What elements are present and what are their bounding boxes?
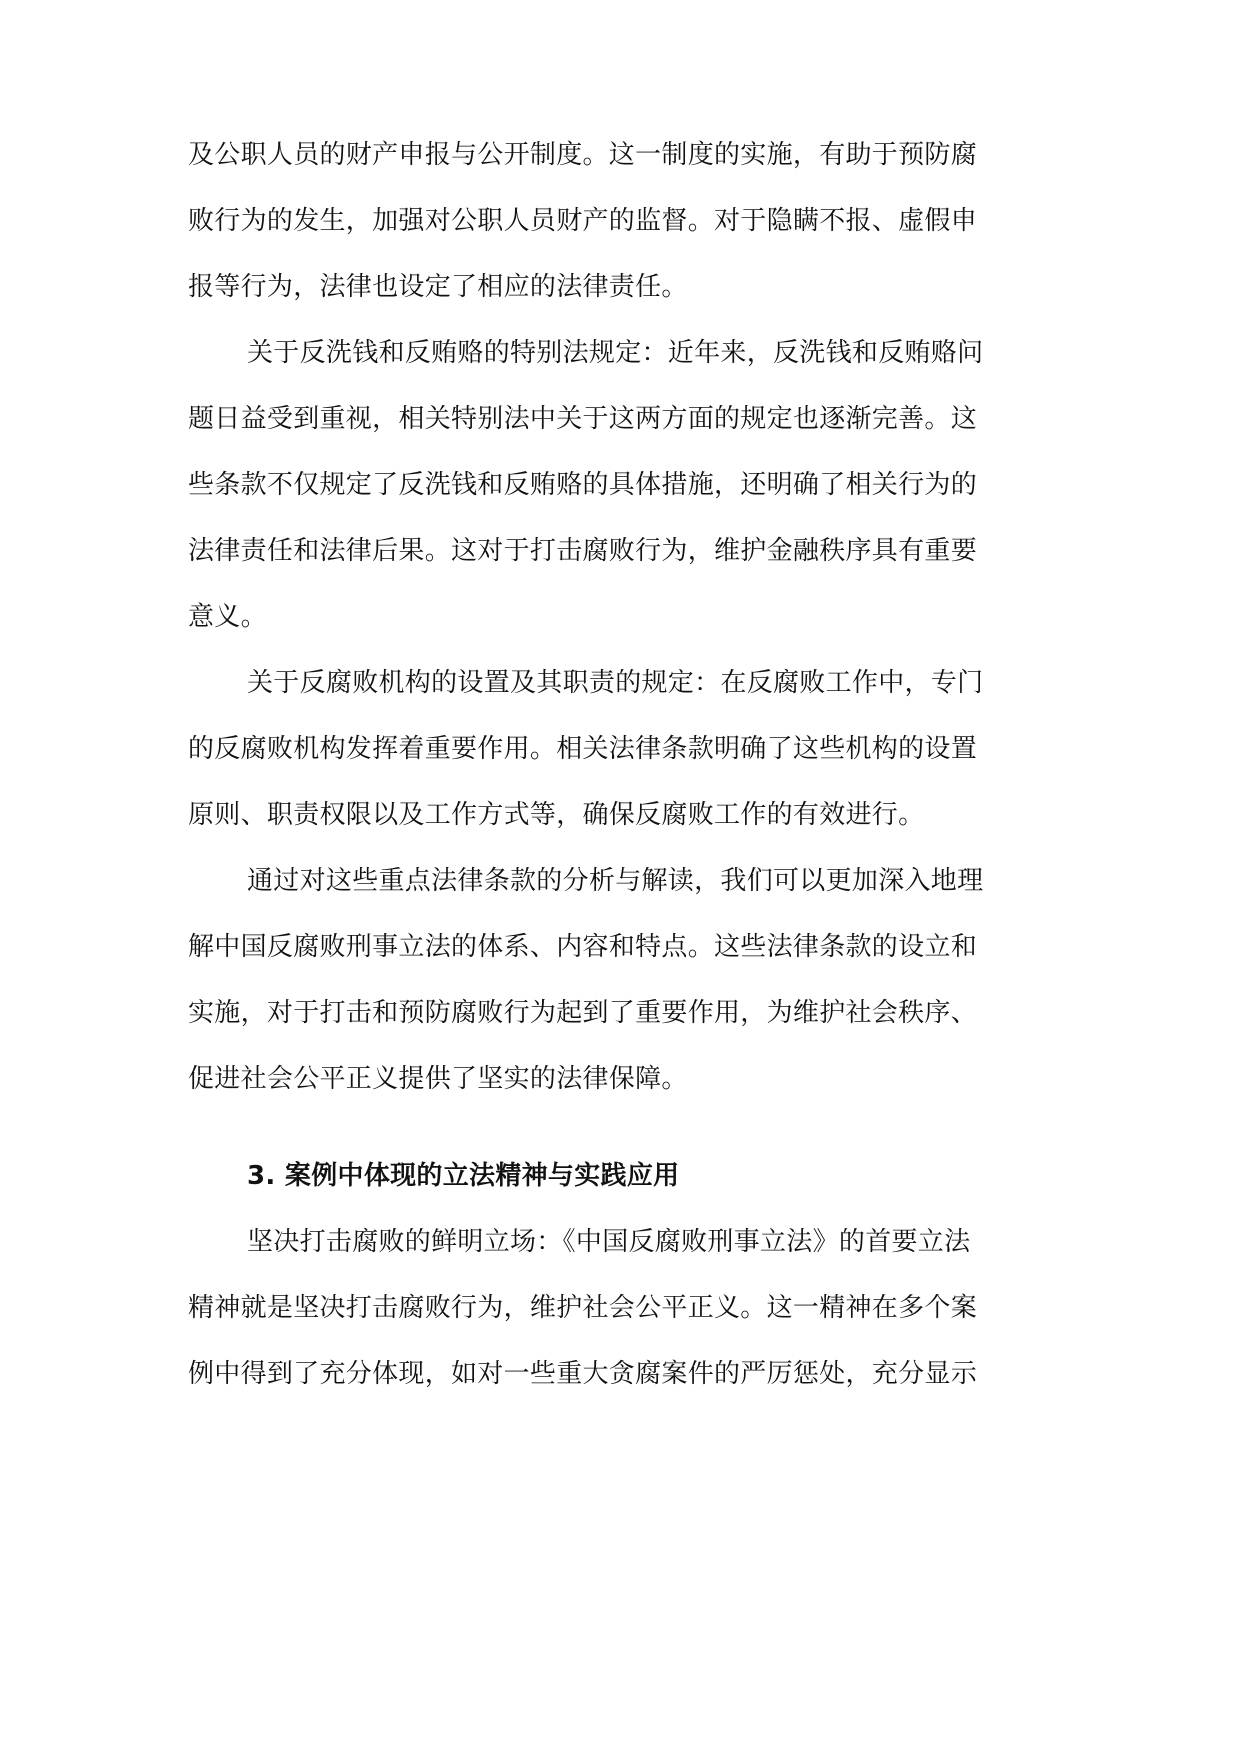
- section-heading: 3. 案例中体现的立法精神与实践应用: [247, 1161, 680, 1191]
- paragraph-line: 意义。: [188, 602, 267, 632]
- paragraph-line: 原则、职责权限以及工作方式等，确保反腐败工作的有效进行。: [188, 800, 925, 830]
- paragraph-line: 报等行为，法律也设定了相应的法律责任。: [188, 272, 688, 302]
- paragraph-line: 解中国反腐败刑事立法的体系、内容和特点。这些法律条款的设立和: [188, 932, 978, 962]
- paragraph-line: 通过对这些重点法律条款的分析与解读，我们可以更加深入地理: [247, 866, 984, 896]
- paragraph-line: 题日益受到重视，相关特别法中关于这两方面的规定也逐渐完善。这: [188, 404, 978, 434]
- paragraph-line: 促进社会公平正义提供了坚实的法律保障。: [188, 1064, 688, 1094]
- paragraph-line: 关于反腐败机构的设置及其职责的规定：在反腐败工作中，专门: [247, 668, 984, 698]
- paragraph-line: 的反腐败机构发挥着重要作用。相关法律条款明确了这些机构的设置: [188, 734, 978, 764]
- paragraph-line: 些条款不仅规定了反洗钱和反贿赂的具体措施，还明确了相关行为的: [188, 470, 978, 500]
- paragraph-line: 实施，对于打击和预防腐败行为起到了重要作用，为维护社会秩序、: [188, 998, 978, 1028]
- paragraph-line: 关于反洗钱和反贿赂的特别法规定：近年来，反洗钱和反贿赂问: [247, 338, 984, 368]
- paragraph-line: 法律责任和法律后果。这对于打击腐败行为，维护金融秩序具有重要: [188, 536, 978, 566]
- paragraph-line: 精神就是坚决打击腐败行为，维护社会公平正义。这一精神在多个案: [188, 1293, 978, 1323]
- paragraph-line: 坚决打击腐败的鲜明立场：《中国反腐败刑事立法》的首要立法: [247, 1227, 971, 1257]
- paragraph-line: 例中得到了充分体现，如对一些重大贪腐案件的严厉惩处，充分显示: [188, 1359, 978, 1389]
- paragraph-line: 败行为的发生，加强对公职人员财产的监督。对于隐瞒不报、虚假申: [188, 206, 978, 236]
- paragraph-line: 及公职人员的财产申报与公开制度。这一制度的实施，有助于预防腐: [188, 140, 978, 170]
